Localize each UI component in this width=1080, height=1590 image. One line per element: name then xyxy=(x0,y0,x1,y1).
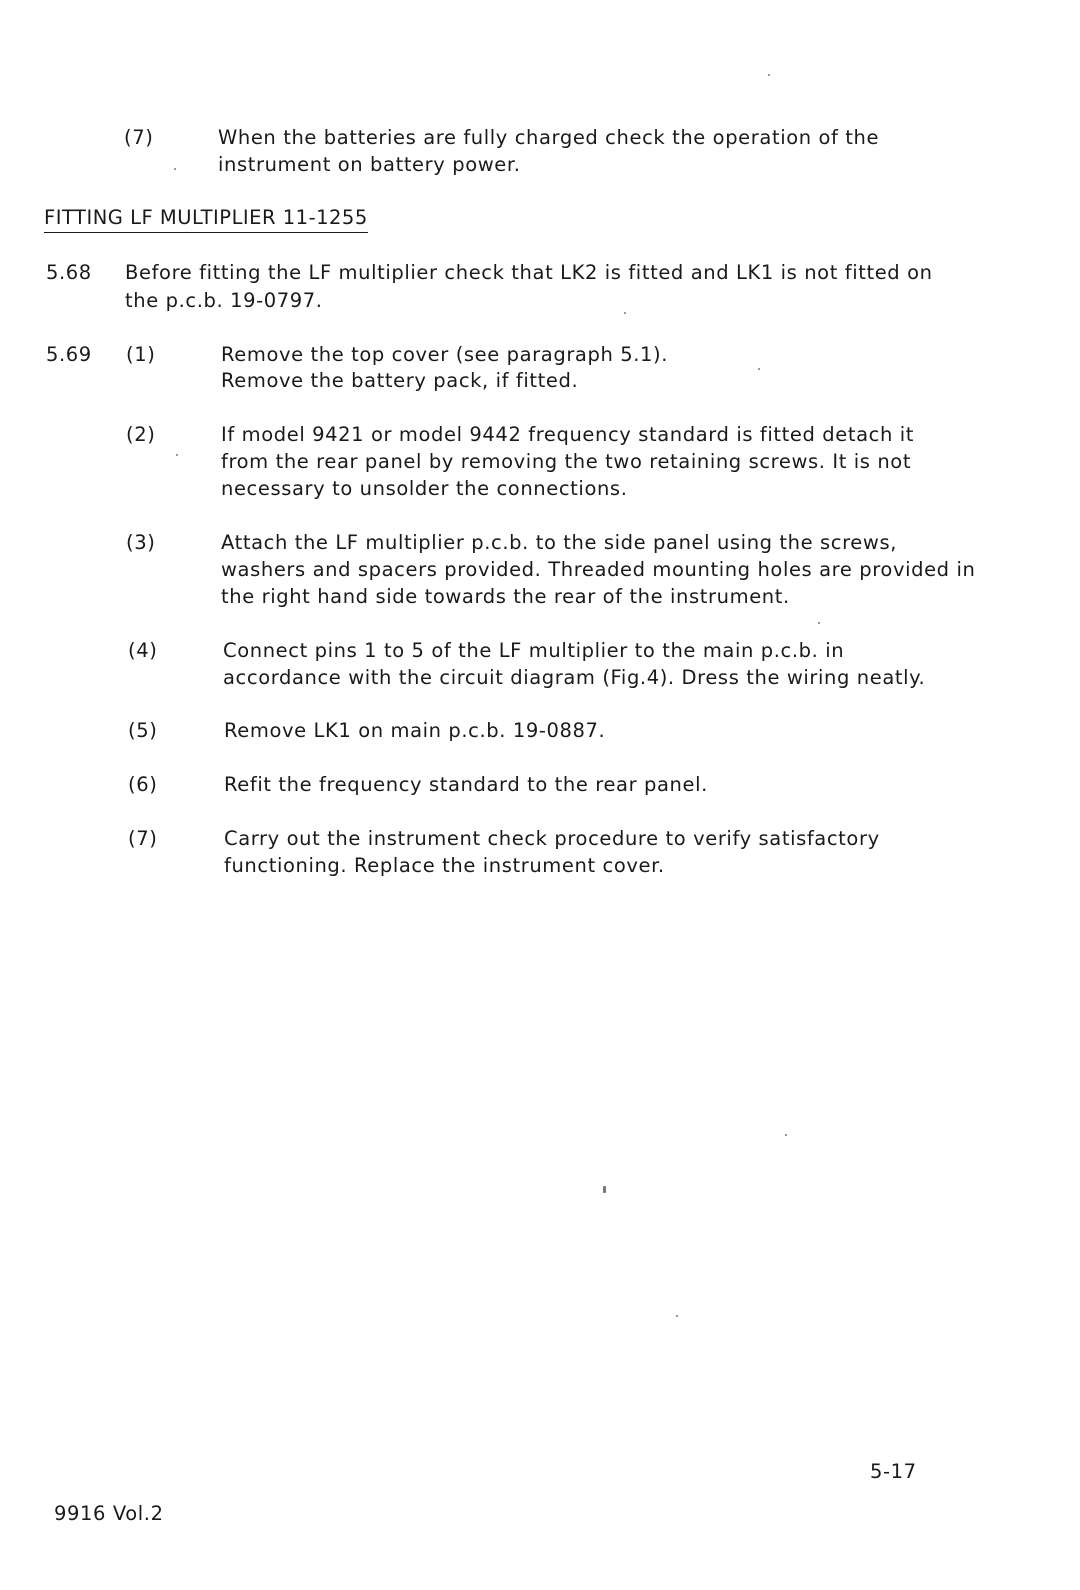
para-569-number: 5.69 xyxy=(46,343,92,366)
step-3-number: (3) xyxy=(126,531,156,554)
step-4-number: (4) xyxy=(128,639,158,662)
scan-speck xyxy=(818,622,820,624)
step-7-line-2: functioning. Replace the instrument cover. xyxy=(224,854,665,877)
page-number: 5-17 xyxy=(870,1460,917,1483)
section-heading: FITTING LF MULTIPLIER 11-1255 xyxy=(44,204,368,233)
scan-speck xyxy=(176,454,178,456)
para-568-line-1: Before fitting the LF multiplier check that LK2 is fitted and LK1 is not fitted on xyxy=(125,261,933,284)
step-3-line-3: the right hand side towards the rear of the instrument. xyxy=(221,585,790,608)
step-2-number: (2) xyxy=(126,423,156,446)
para-568-line-2: the p.c.b. 19-0797. xyxy=(125,289,323,312)
step-4-line-2: accordance with the circuit diagram (Fig.4). Dress the wiring neatly. xyxy=(223,666,926,689)
step-1-line-2: Remove the battery pack, if fitted. xyxy=(221,369,579,392)
scan-speck xyxy=(758,368,760,370)
step-7-line-1: Carry out the instrument check procedure to verify satisfactory xyxy=(224,827,880,850)
scan-speck xyxy=(603,1186,606,1193)
step-3-line-2: washers and spacers provided. Threaded mounting holes are provided in xyxy=(221,558,976,581)
footer-volume: 9916 Vol.2 xyxy=(54,1502,164,1525)
intro-item-number: (7) xyxy=(124,126,154,149)
step-4-line-1: Connect pins 1 to 5 of the LF multiplier to the main p.c.b. in xyxy=(223,639,845,662)
scan-speck xyxy=(768,74,770,76)
scan-speck xyxy=(174,168,176,170)
scan-speck xyxy=(676,1315,678,1317)
step-5-line-1: Remove LK1 on main p.c.b. 19-0887. xyxy=(224,719,606,742)
step-5-number: (5) xyxy=(128,719,158,742)
step-2-line-1: If model 9421 or model 9442 frequency standard is fitted detach it xyxy=(221,423,914,446)
para-568-number: 5.68 xyxy=(46,261,92,284)
step-2-line-2: from the rear panel by removing the two retaining screws. It is not xyxy=(221,450,912,473)
scan-speck xyxy=(624,312,626,314)
intro-item-line-1: When the batteries are fully charged check the operation of the xyxy=(218,126,880,149)
step-2-line-3: necessary to unsolder the connections. xyxy=(221,477,628,500)
step-1-number: (1) xyxy=(126,343,156,366)
intro-item-line-2: instrument on battery power. xyxy=(218,153,521,176)
scan-speck xyxy=(785,1134,787,1136)
step-6-number: (6) xyxy=(128,773,158,796)
step-3-line-1: Attach the LF multiplier p.c.b. to the side panel using the screws, xyxy=(221,531,897,554)
step-1-line-1: Remove the top cover (see paragraph 5.1). xyxy=(221,343,669,366)
step-6-line-1: Refit the frequency standard to the rear panel. xyxy=(224,773,708,796)
step-7-number: (7) xyxy=(128,827,158,850)
